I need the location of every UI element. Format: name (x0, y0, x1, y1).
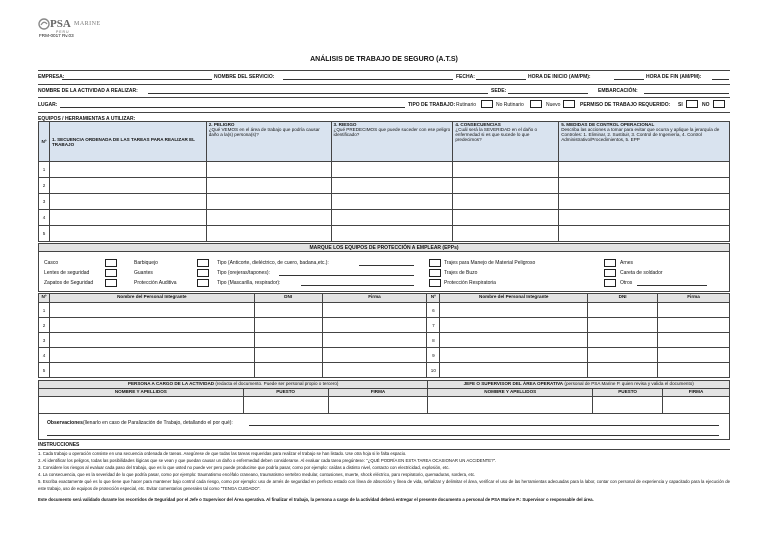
observaciones-box (38, 413, 730, 440)
medidas-header (559, 122, 730, 162)
personnel-row[interactable] (39, 303, 730, 318)
nuevo-label: Nuevo (546, 102, 561, 108)
no-rutinario-label: No Rutinario (496, 102, 524, 108)
hora-inicio-field[interactable] (614, 75, 644, 80)
logo-country: P E R U (56, 30, 69, 34)
si-checkbox[interactable] (686, 100, 698, 108)
personnel-row[interactable] (39, 333, 730, 348)
task-row[interactable] (39, 210, 730, 226)
epp-trajes: Trajes para Manejo de Material Peligroso (444, 260, 536, 266)
personnel-table (38, 293, 730, 378)
si-label: SI (678, 102, 683, 108)
epp-barbiquejo: Barbiquejo (134, 260, 158, 266)
task-sequence-header: 1. SECUENCIA ORDENADA DE LAS TAREAS PARA REALIZAR EL TRABAJO (49, 122, 206, 162)
pers-row-num: 10 (427, 363, 440, 378)
lugar-field[interactable] (60, 103, 405, 108)
epp-tipo-auditiva-field[interactable] (279, 271, 414, 276)
personnel-row[interactable] (39, 318, 730, 333)
jefe-firma-header: FIRMA (663, 389, 730, 397)
pers-row-num: 1 (39, 303, 50, 318)
instruccion-item: 3. Considere los riesgos al evaluar cada paso del trabajo, que es lo que usted no puede ver pero puede producirse que podría pasar, como por ejemplo: caídas a distinto nivel, contacto con electricidad, explosión, etc. (38, 465, 450, 470)
resp-firma-header: FIRMA (328, 389, 428, 397)
fecha-label: FECHA: (456, 74, 475, 80)
epp-careta: Careta de soldador (620, 270, 663, 276)
pers-name-header: Nombre del Personal Integrante (49, 294, 254, 303)
pers-row-num: 2 (39, 318, 50, 333)
instrucciones-section (38, 442, 730, 503)
tipo-trabajo-label: TIPO DE TRABAJO: (408, 102, 456, 108)
epp-barbiquejo-checkbox[interactable] (197, 259, 209, 267)
task-num-header: Nº (39, 122, 50, 162)
responsables-table (38, 380, 730, 414)
responsables-row[interactable] (39, 397, 730, 414)
epp-trajes-checkbox[interactable] (429, 259, 441, 267)
epp-section (38, 252, 730, 292)
pers-row-num: 5 (39, 363, 50, 378)
pers-name-header-2: Nombre del Personal Integrante (440, 294, 588, 303)
observaciones-field-1[interactable] (249, 421, 719, 426)
peligro-title: 2. PELIGRO (208, 122, 235, 127)
consecuencias-desc: ¿Cuál será la SEVERIDAD en el daño o enfermedad si es que sucede lo que predecimos? (455, 127, 538, 142)
sede-label: SEDE: (491, 88, 507, 94)
psa-logo-icon (38, 18, 50, 30)
instruccion-item: 2. Al identificar los peligros, todas las posibilidades lógicas que se vean y que puedan causar un daño o enfermedad deben considerarse. Al evaluar cada tarea pregúntese: "¿QUÉ PODRÍA EN ESTA TAREA OCASIONAR UN ACCIDENTE?". (38, 458, 497, 463)
servicio-field[interactable] (283, 75, 453, 80)
task-row-num: 3 (39, 194, 50, 210)
pers-row-num: 7 (427, 318, 440, 333)
hora-fin-field[interactable] (712, 75, 729, 80)
medidas-title: 5. MEDIDAS DE CONTROL OPERACIONAL (561, 122, 655, 127)
rutinario-label: Rutinario (456, 102, 477, 108)
instrucciones-footer: Este documento será validado durante los recorridos de Seguridad por el Jefe o Supervisor del Área operativa. Al finalizar el trabajo, la persona a cargo de la actividad deberá entregar el presente documento a personal de PSA Marine P.: Supervisor o responsable del área. (38, 497, 594, 502)
equipos-label: EQUIPOS / HERRAMIENTAS A UTILIZAR: (38, 116, 136, 122)
peligro-desc: ¿Qué VEMOS en el área de trabajo que podría causar daño a la(s) persona(s)? (208, 127, 320, 137)
epp-careta-checkbox[interactable] (604, 269, 616, 277)
pers-row-num: 4 (39, 348, 50, 363)
embarcacion-field[interactable] (644, 89, 729, 94)
fecha-field[interactable] (476, 75, 526, 80)
pers-dni-header-2: DNI (588, 294, 658, 303)
task-row-num: 2 (39, 178, 50, 194)
consecuencias-title: 4. CONSECUENCIAS (455, 122, 501, 127)
pers-num-header-2: Nº (427, 294, 440, 303)
logo-brand: PSA (50, 18, 71, 30)
instrucciones-title: INSTRUCCIONES (38, 442, 730, 450)
medidas-desc: Describa las acciones a tomar para evitar que ocurra y aplique la jerarquía de Controles: 1. Eliminar, 2. Sustituir, 3. Control de Ingeniería, 4. Control Administrativo/Procedimientos, 5. EPP (561, 127, 720, 142)
epp-tipo-respirador: Tipo (Mascarilla, respirador): (217, 280, 281, 286)
instruccion-item: 5. Escriba exactamente qué es lo que tiene que hacer para mantener bajo control cada riesgo, como por ejemplo: uso de arnés de seguridad en perfecto estado con línea de absorción y línea de vida, señalizar y delimitar el área, verificar el uso de las herramientas adecuadas para la labor, contar con personal de experiencia y capacitado para la ejecución de este trabajo, uso de equipos de protección especial, etc. Evitar comentarios generales tal como "TENGA CUIDADO". (38, 479, 730, 491)
task-row[interactable] (39, 194, 730, 210)
page-title: ANÁLISIS DE TRABAJO DE SEGURO (A.T.S) (310, 56, 458, 63)
pers-firma-header-2: Firma (658, 294, 730, 303)
task-row-num: 5 (39, 226, 50, 242)
epp-auditiva: Protección Auditiva (134, 280, 177, 286)
epp-respiratoria-checkbox[interactable] (429, 279, 441, 287)
pers-num-header: Nº (39, 294, 50, 303)
epp-otros: Otros (620, 280, 633, 286)
epp-lentes: Lentes de seguridad (44, 270, 90, 276)
pers-row-num: 8 (427, 333, 440, 348)
doc-code: FRM-0017 Rv.03 (39, 33, 74, 38)
epp-tipo-guantes: Tipo (Anticorte, dieléctrico, de cuero, badana,etc.): (217, 260, 329, 266)
nuevo-checkbox[interactable] (563, 100, 575, 108)
epp-zapatos-checkbox[interactable] (105, 279, 117, 287)
sede-field[interactable] (508, 89, 588, 94)
permiso-label: PERMISO DE TRABAJO REQUERIDO: (580, 102, 671, 108)
task-row[interactable] (39, 178, 730, 194)
resp-nombres-header: NOMBRE Y APELLIDOS (39, 389, 244, 397)
hora-inicio-label: HORA DE INICIO (AM/PM): (528, 74, 591, 80)
pers-dni-header: DNI (254, 294, 322, 303)
peligro-header (206, 122, 331, 162)
no-rutinario-checkbox[interactable] (530, 100, 542, 108)
epp-tipo-respirador-field[interactable] (301, 281, 414, 286)
epp-casco-checkbox[interactable] (105, 259, 117, 267)
epp-auditiva-checkbox[interactable] (197, 279, 209, 287)
consecuencias-header (453, 122, 559, 162)
epp-tipo-guantes-field[interactable] (359, 261, 414, 266)
epp-buzo-checkbox[interactable] (429, 269, 441, 277)
jefe-supervisor-title: JEFE O SUPERVISOR DEL ÁREA OPERATIVA (463, 381, 564, 386)
epp-guantes: Guantes (134, 270, 153, 276)
epp-tipo-auditiva: Tipo (orejeras/tapones): (217, 270, 270, 276)
no-label: NO (702, 102, 710, 108)
jefe-nombres-header: NOMBRE Y APELLIDOS (428, 389, 593, 397)
resp-puesto-header: PUESTO (243, 389, 328, 397)
epp-buzo: Trajes de Buzo (444, 270, 478, 276)
pers-row-num: 6 (427, 303, 440, 318)
task-row[interactable] (39, 162, 730, 178)
jefe-supervisor-header (428, 381, 730, 389)
actividad-label: NOMBRE DE LA ACTIVIDAD A REALIZAR: (38, 88, 138, 94)
pers-firma-header: Firma (322, 294, 427, 303)
servicio-label: NOMBRE DEL SERVICIO: (214, 74, 275, 80)
pers-row-num: 9 (427, 348, 440, 363)
observaciones-note: (llenarlo en caso de Paralización de Trabajo, detallando el por qué): (83, 420, 233, 426)
personnel-row[interactable] (39, 363, 730, 378)
persona-cargo-header (39, 381, 428, 389)
no-checkbox[interactable] (713, 100, 725, 108)
jefe-supervisor-note: (personal de PSA Marine P. quien revisa y valida el documento) (564, 381, 694, 386)
lugar-label: LUGAR: (38, 102, 58, 108)
instruccion-item: 1. Cada trabajo u operación consiste en una secuencia ordenada de tareas. Asegúrese de que todas las tareas requeridas para realizar el trabajo se han listado. Use otra hoja si le falta espacio. (38, 451, 407, 456)
pers-row-num: 3 (39, 333, 50, 348)
epp-arnes: Arnes (620, 260, 634, 266)
observaciones-field-2[interactable] (47, 431, 719, 436)
persona-cargo-title: PERSONA A CARGO DE LA ACTIVIDAD (127, 381, 215, 386)
persona-cargo-note: (redacta el documento. Puede ser personal propio o tercero) (215, 381, 339, 386)
observaciones-label: Observaciones (47, 420, 83, 426)
hora-fin-label: HORA DE FIN (AM/PM): (646, 74, 702, 80)
epp-arnes-checkbox[interactable] (604, 259, 616, 267)
epp-otros-checkbox[interactable] (604, 279, 616, 287)
epp-casco: Casco (44, 260, 59, 266)
riesgo-desc: ¿Qué PREDECIMOS que puede suceder con ese peligro identificado? (333, 127, 451, 137)
rutinario-checkbox[interactable] (481, 100, 493, 108)
task-analysis-table (38, 121, 730, 242)
embarcacion-label: EMBARCACIÓN: (598, 88, 638, 94)
empresa-field[interactable] (62, 75, 212, 80)
empresa-label: EMPRESA: (38, 74, 65, 80)
instruccion-item: 4. La consecuencia, que es la severidad de lo que podría pasar, como por ejemplo: traumatismo encéfalo craneano, traumatismo vertebro medular, contusiones, muerte, shock eléctrico, paro respiratorio, quemaduras, sordera, etc. (38, 472, 476, 477)
epp-otros-field[interactable] (637, 281, 707, 286)
epp-zapatos: Zapatos de Seguridad (44, 280, 94, 286)
jefe-puesto-header: PUESTO (593, 389, 663, 397)
logo-sub: MARINE (74, 21, 101, 27)
epp-respiratoria: Protección Respiratoria (444, 280, 496, 286)
actividad-field[interactable] (148, 89, 488, 94)
riesgo-title: 3. RIESGO (333, 122, 357, 127)
riesgo-header (331, 122, 453, 162)
task-row-num: 1 (39, 162, 50, 178)
epp-lentes-checkbox[interactable] (105, 269, 117, 277)
personnel-row[interactable] (39, 348, 730, 363)
task-row-num: 4 (39, 210, 50, 226)
task-row[interactable] (39, 226, 730, 242)
epp-guantes-checkbox[interactable] (197, 269, 209, 277)
epp-title: MARQUE LOS EQUIPOS DE PROTECCIÓN A EMPLEAR (EPPs) (38, 243, 730, 252)
